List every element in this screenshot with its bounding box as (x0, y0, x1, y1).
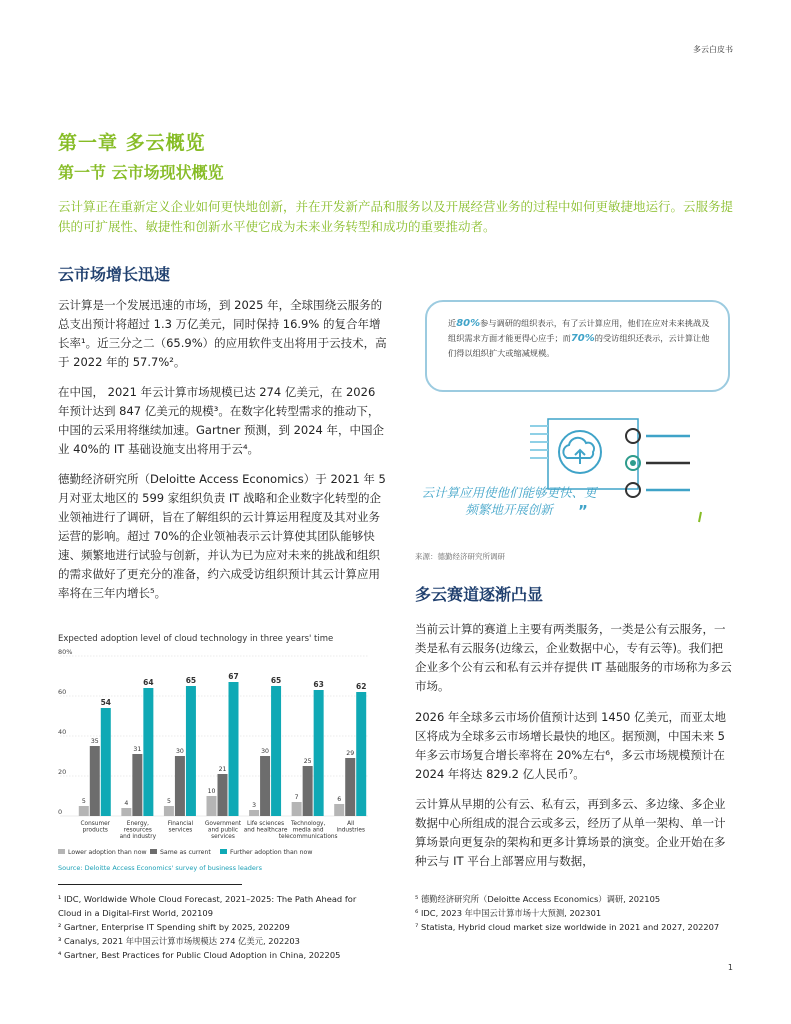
bar-value-label: 35 (90, 738, 99, 745)
bar-value-label: 31 (133, 746, 142, 753)
cloud-upload-icon (530, 419, 638, 489)
bar-value-label: 4 (124, 800, 129, 807)
bar-value-label: 63 (313, 680, 324, 689)
x-category-label: and industry (119, 834, 157, 840)
x-category-label: products (82, 827, 108, 834)
callout-highlight-70: 70% (570, 333, 595, 344)
x-category-label: Technology, (290, 821, 326, 827)
x-category-label: Government (204, 821, 242, 827)
intro-paragraph: 云计算正在重新定义企业如何更快地创新，并在开发新产品和服务以及开展经营业务的过程中如何更敏捷地运行。云服务提供的可扩展性、敏捷性和创新水平使它成为未来业务转型和成功的重要推动者。 (58, 199, 734, 234)
bar-value-label: 67 (228, 672, 239, 681)
x-category-label: All (347, 821, 355, 827)
right-paragraph-3: 云计算从早期的公有云、私有云，再到多云、多边缘、多企业数据中心所组成的混合云或多云，经历了从单一架构、单一计算场景向更复杂的架构和更多计算场景的演变。企业开始在多种云与 IT 平台上部署应用与数据， (415, 797, 726, 868)
right-paragraph-2: 2026 年全球多云市场价值预计达到 1450 亿美元，而亚太地区将成为全球多云市场增长最快的地区。据预测，中国未来 5 年多云市场复合增长率将在 20%左右⁶，多云市场规模预计在 2024 年将达 829.2 亿人民币⁷。 (415, 710, 726, 781)
bar-value-label: 5 (166, 798, 171, 805)
bar-value-label: 21 (218, 766, 227, 773)
left-paragraph-1: 云计算是一个发展迅速的市场，到 2025 年，全球围绕云服务的总支出预计将超过 1.3 万亿美元，同时保持 16.9% 的复合年增长率¹。近三分之二（65.9%）的应用软件支出将用于云技术，高于 2022 年的 57.7%²。 (58, 298, 387, 369)
left-paragraph-3: 德勤经济研究所（Deloitte Access Economics）于 2021 年 5 月对亚太地区的 599 家组织负责 IT 战略和企业数字化转型的企业领袖进行了调研，旨在了解组织的云计算运用程度及其对业务运营的影响。超过 70%的企业领袖表示云计算使其团队能够快速、频繁地进行试验与创新，并认为已为应对未来的挑战和组织的需求做好了更充分的准备，约六成受访组织预计其云计算应用率将在三年内增长⁵。 (58, 472, 386, 600)
chart-title: Expected adoption level of cloud technology in three years' time (58, 634, 334, 644)
bar-value-label: 30 (175, 748, 184, 755)
bar (175, 756, 185, 816)
bar-value-label: 7 (294, 794, 299, 801)
footnote-3: ³ Canalys, 2021 年中国云计算市场规模达 274 亿美元, 202203 (58, 936, 300, 946)
footnote-divider (58, 884, 242, 885)
x-category-label: services (168, 827, 193, 834)
footnote-2: ² Gartner, Enterprise IT Spending shift by 2025, 202209 (58, 922, 290, 932)
footnotes-right (415, 892, 735, 934)
chapter-title: 第一章 多云概览 (58, 132, 206, 154)
callout-highlight-80: 80% (456, 318, 481, 329)
callout-text-2: 参与调研的组织表示，有了云计算应用，他们在应对未来挑战及组织需求方面才能更得心应手；而 (448, 318, 710, 343)
x-category-label: Life sciences (247, 821, 285, 827)
y-tick-label: 20 (58, 768, 67, 776)
quote-mark-icon: ” (578, 502, 588, 520)
bar (207, 796, 217, 816)
callout-text-1: 近 (448, 318, 457, 328)
y-tick-label: 40 (58, 728, 67, 736)
legend-swatch (58, 849, 65, 854)
footnote-1: ¹ IDC, Worldwide Whole Cloud Forecast, 2021–2025: The Path Ahead for Cloud in a Digital-First World, 202109 (58, 894, 357, 918)
footnotes-left (58, 892, 378, 962)
bar-value-label: 10 (207, 788, 216, 795)
legend-label: Same as current (160, 849, 211, 856)
bar (101, 708, 111, 816)
x-category-label: and public (207, 827, 239, 834)
legend-label: Lower adoption than now (68, 849, 147, 856)
x-category-label: media and (292, 827, 324, 834)
illustration-caption: 云计算应用使他们能够更快、更频繁地开展创新 (421, 485, 597, 517)
bar-value-label: 6 (337, 796, 342, 803)
bar (249, 810, 259, 816)
bar (314, 690, 324, 816)
bar (271, 686, 281, 816)
x-category-label: Consumer (80, 821, 111, 827)
document-header-title: 多云白皮书 (693, 45, 733, 54)
bar (334, 804, 344, 816)
adoption-bar-chart (58, 648, 378, 873)
left-heading: 云市场增长迅速 (58, 265, 171, 284)
bar (79, 806, 89, 816)
chart-source: Source: Deloitte Access Economics' survey of business leaders (58, 864, 262, 872)
legend-label: Further adoption than now (230, 849, 313, 856)
bar (90, 746, 100, 816)
bar (356, 692, 366, 816)
bar-value-label: 5 (81, 798, 86, 805)
bar-value-label: 54 (100, 698, 112, 707)
bar-value-label: 64 (143, 678, 154, 687)
callout-text-3: 的受访组织还表示，云计算让他们得以组织扩大或缩减规模。 (448, 333, 710, 358)
footnote-5: ⁵ 德勤经济研究所（Deloitte Access Economics）调研, 202105 (415, 894, 661, 904)
bar-value-label: 62 (355, 682, 367, 691)
bar (121, 808, 131, 816)
bar-value-label: 65 (270, 676, 282, 685)
x-category-label: industries (336, 827, 365, 834)
bar (186, 686, 196, 816)
x-category-label: Energy, (126, 821, 149, 827)
bar-value-label: 30 (261, 748, 270, 755)
bar (260, 756, 270, 816)
legend-swatch (220, 849, 227, 854)
bar (292, 802, 302, 816)
bar-value-label: 25 (303, 758, 312, 765)
x-category-label: services (211, 834, 235, 840)
bar-value-label: 3 (252, 802, 257, 809)
bar-value-label: 29 (346, 750, 355, 757)
bar-value-label: 65 (185, 676, 197, 685)
footnote-6: ⁶ IDC, 2023 年中国云计算市场十大预测, 202301 (415, 908, 602, 918)
right-paragraph-1: 当前云计算的赛道上主要有两类服务，一类是公有云服务，一类是私有云服务(边缘云，企业数据中心，专有云等)。我们把企业多个公有云和私有云并存提供 IT 基础服务的市场称为多云市场。 (415, 622, 732, 693)
y-tick-label: 80% (58, 648, 73, 656)
x-category-label: resources (123, 827, 152, 834)
left-paragraph-2: 在中国， 2021 年云计算市场规模已达 274 亿美元，在 2026 年预计达到 847 亿美元的规模³。在数字化转型需求的推动下，中国的云采用将继续加速。Gartner 预测，到 2024 年，中国企业 40%的 IT 基础设施支出将用于云⁴。 (58, 385, 385, 456)
right-heading: 多云赛道逐渐凸显 (415, 585, 544, 604)
y-tick-label: 0 (58, 808, 63, 816)
legend-swatch (150, 849, 157, 854)
bar (303, 766, 313, 816)
bar (164, 806, 174, 816)
bar (218, 774, 228, 816)
bar (229, 682, 239, 816)
footnote-4: ⁴ Gartner, Best Practices for Public Cloud Adoption in China, 202205 (58, 950, 341, 960)
section-title: 第一节 云市场现状概览 (58, 163, 224, 182)
bar (345, 758, 355, 816)
footnote-7: ⁷ Statista, Hybrid cloud market size worldwide in 2021 and 2027, 202207 (415, 922, 720, 932)
bar (143, 688, 153, 816)
callout-text (448, 316, 713, 360)
x-category-label: telecommunications (278, 834, 338, 840)
page-number: 1 (727, 963, 733, 972)
x-category-label: and healthcare (243, 827, 288, 834)
y-tick-label: 60 (58, 688, 67, 696)
callout-source: 来源：德勤经济研究所调研 (415, 552, 505, 561)
x-category-label: Financial (167, 821, 194, 827)
bar (132, 754, 142, 816)
